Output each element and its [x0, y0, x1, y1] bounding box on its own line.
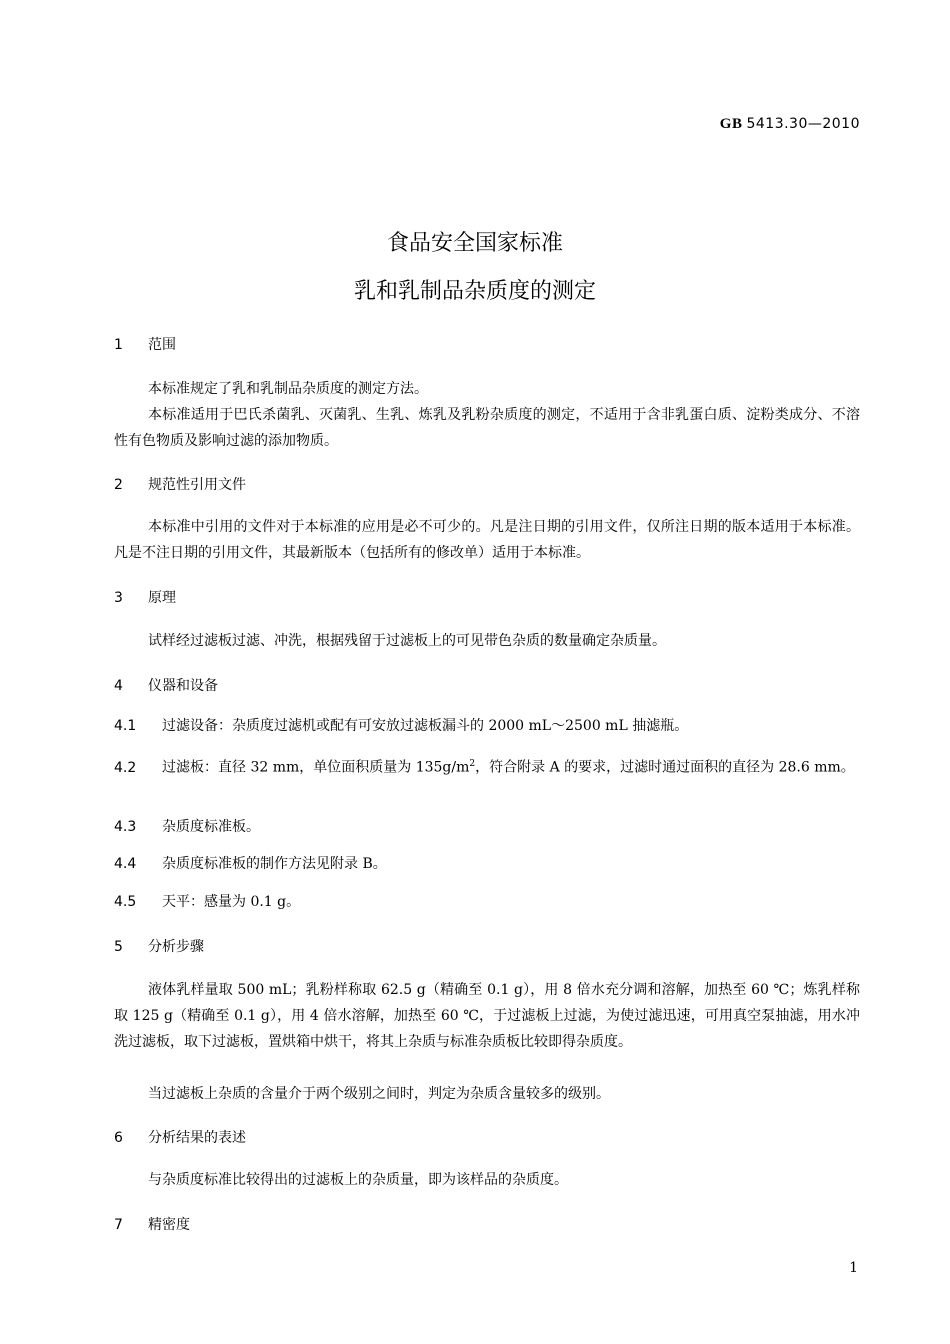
section-title: 规范性引用文件: [148, 477, 246, 493]
section-1-heading: [114, 334, 176, 354]
section-number: 6: [114, 1130, 123, 1146]
standard-prefix: GB: [719, 116, 743, 132]
standard-code: [720, 116, 860, 133]
section-number: 2: [114, 477, 123, 493]
clause-4-1: [114, 713, 860, 739]
page-number: 1: [849, 1260, 858, 1276]
clause-text: 过滤板：直径 32 mm，单位面积质量为 135g/m: [162, 759, 470, 776]
clause-text: 过滤设备：杂质度过滤机或配有可安放过滤板漏斗的 2000 mL～2500 mL 抽滤瓶。: [162, 718, 689, 734]
section-5-paragraph-2: 当过滤板上杂质的含量介于两个级别之间时，判定为杂质含量较多的级别。: [148, 1086, 610, 1102]
clause-4-3: [114, 814, 860, 840]
clause-text: 天平：感量为 0.1 g。: [162, 894, 301, 910]
section-5-heading: [114, 936, 204, 956]
document-title: 食品安全国家标准: [386, 231, 563, 256]
section-title: 原理: [148, 590, 176, 606]
section-3-heading: [114, 587, 176, 607]
section-number: 3: [114, 590, 123, 606]
section-title: 仪器和设备: [148, 678, 218, 694]
section-2-heading: [114, 474, 246, 494]
section-number: 4: [114, 678, 123, 694]
clause-number: 4.3: [114, 819, 137, 835]
section-6-paragraph-1: 与杂质度标准比较得出的过滤板上的杂质量，即为该样品的杂质度。: [148, 1172, 568, 1188]
document-subtitle: 乳和乳制品杂质度的测定: [353, 279, 596, 304]
clause-superscript: 2: [469, 759, 476, 769]
section-number: 7: [114, 1217, 123, 1233]
clause-text: 杂质度标准板。: [162, 819, 260, 835]
clause-text: 杂质度标准板的制作方法见附录 B。: [162, 856, 387, 872]
clause-number: 4.2: [114, 759, 137, 776]
clause-4-2: [114, 751, 860, 781]
section-1-paragraph-2: 本标准适用于巴氏杀菌乳、灭菌乳、生乳、炼乳及乳粉杂质度的测定，不适用于含非乳蛋白质、淀粉类成分、不溶性有色物质及影响过滤的添加物质。: [114, 407, 860, 449]
section-6-heading: [114, 1127, 246, 1147]
clause-number: 4.5: [114, 894, 137, 910]
clause-4-4: [114, 851, 860, 877]
clause-number: 4.4: [114, 856, 137, 872]
clause-text-cont: ，符合附录 A 的要求，过滤时通过面积的直径为 28.6 mm。: [475, 759, 855, 776]
section-title: 分析结果的表述: [148, 1130, 246, 1146]
standard-number: 5413.30—2010: [746, 116, 860, 132]
section-7-heading: [114, 1214, 190, 1234]
section-1-paragraph-1: 本标准规定了乳和乳制品杂质度的测定方法。: [148, 381, 428, 397]
section-4-heading: [114, 675, 218, 695]
section-title: 精密度: [148, 1217, 190, 1233]
section-title: 范围: [148, 337, 176, 353]
section-title: 分析步骤: [148, 939, 204, 955]
section-number: 5: [114, 939, 123, 955]
section-2-paragraph-1: 本标准中引用的文件对于本标准的应用是必不可少的。凡是注日期的引用文件，仅所注日期的版本适用于本标准。凡是不注日期的引用文件，其最新版本（包括所有的修改单）适用于本标准。: [114, 519, 860, 561]
section-5-paragraph-1: 液体乳样量取 500 mL；乳粉样称取 62.5 g（精确至 0.1 g），用 8 倍水充分调和溶解，加热至 60 ℃；炼乳样称取 125 g（精确至 0.1 g），用 4 倍水溶解，加热至 60 ℃，于过滤板上过滤，为使过滤迅速，可用真空泵抽滤，用水冲洗过滤板，取下过滤板，置烘箱中烘干，将其上杂质与标准杂质板比较即得杂质度。: [114, 982, 860, 1050]
clause-4-5: [114, 889, 860, 915]
section-number: 1: [114, 337, 123, 353]
section-3-paragraph-1: 试样经过滤板过滤、冲洗，根据残留于过滤板上的可见带色杂质的数量确定杂质量。: [148, 633, 666, 649]
clause-number: 4.1: [114, 718, 137, 734]
